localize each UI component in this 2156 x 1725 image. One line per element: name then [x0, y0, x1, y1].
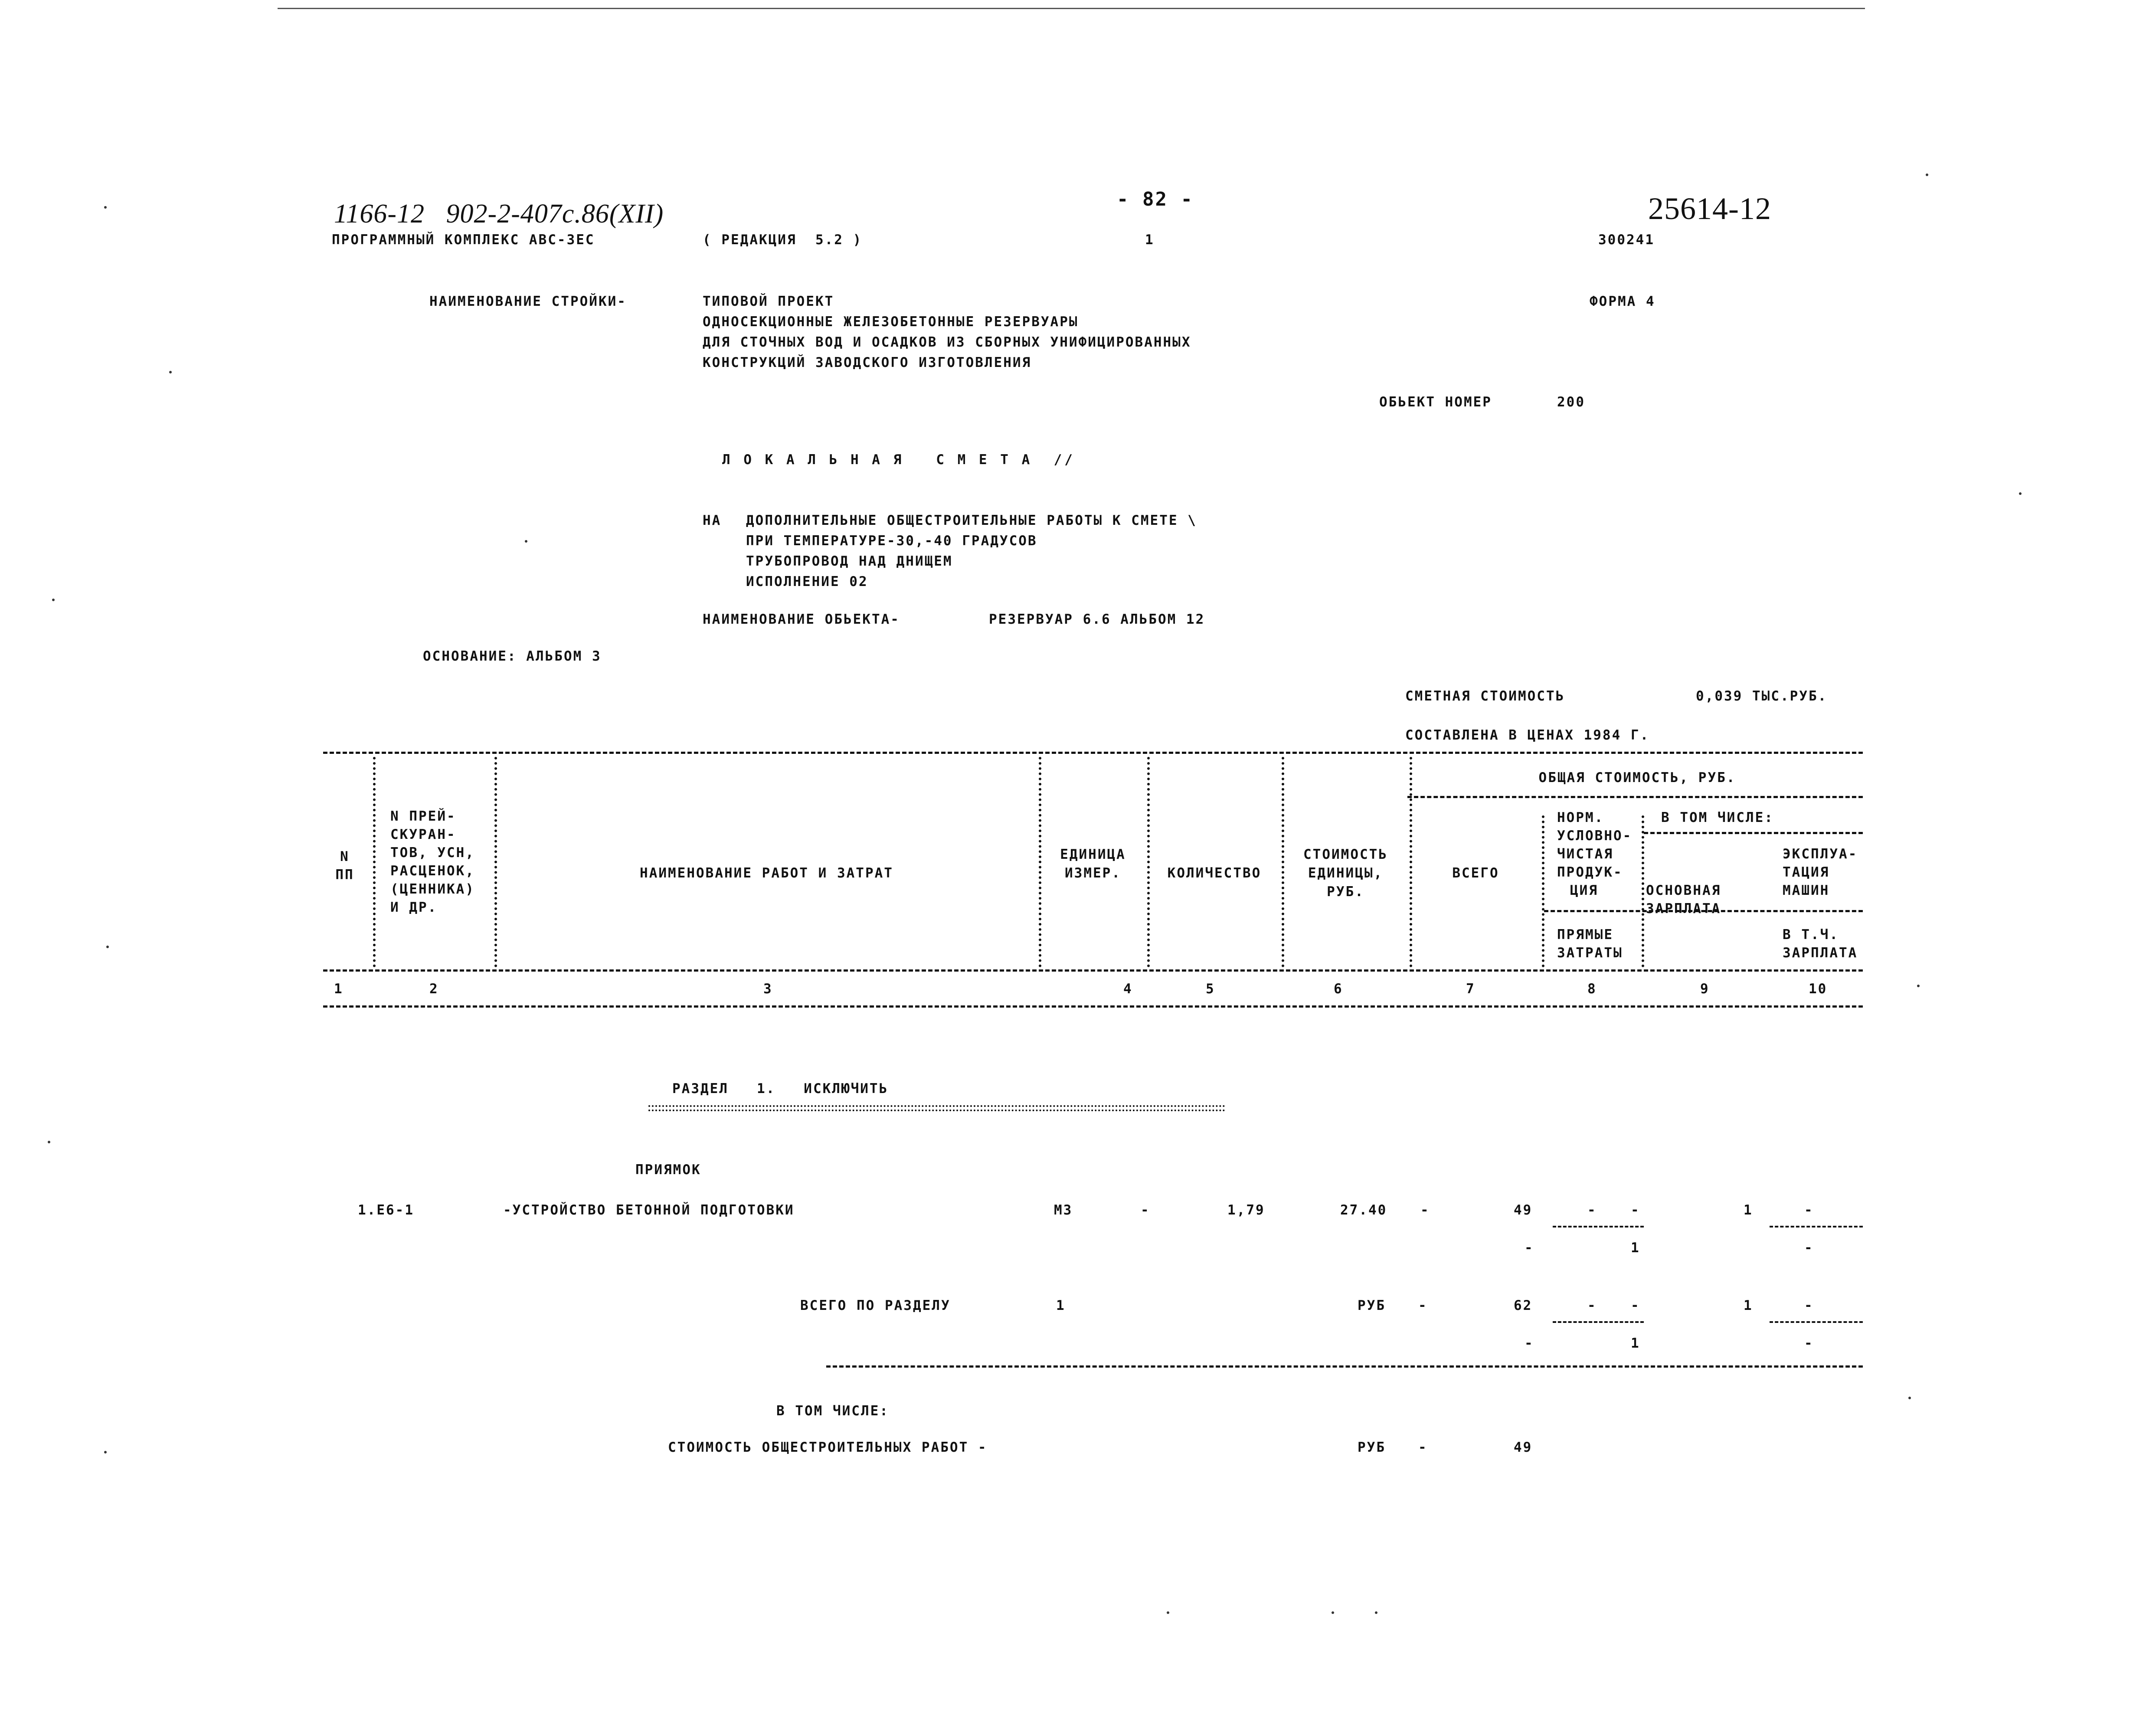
row-machines: 1 [1744, 1202, 1753, 1218]
row-unit-cost: 27.40 [1340, 1202, 1387, 1218]
col-total: ВСЕГО [1452, 865, 1499, 881]
object-name-label: НАИМЕНОВАНИЕ ОБЬЕКТА- [703, 612, 900, 627]
total-sub-rule-1 [1553, 1321, 1644, 1323]
row-sub-rule-2 [1770, 1226, 1863, 1227]
col-quantity: КОЛИЧЕСТВО [1167, 865, 1262, 881]
col-divider-5 [1282, 757, 1284, 967]
col-norm-5: ЦИЯ [1570, 883, 1598, 898]
form-label: ФОРМА 4 [1590, 294, 1655, 309]
construction-label: НАИМЕНОВАНИЕ СТРОЙКИ- [429, 294, 627, 309]
including-group: В ТОМ ЧИСЛЕ: [1661, 810, 1774, 825]
top-edge-line [278, 8, 1865, 9]
document-code: 300241 [1598, 232, 1655, 248]
basis: ОСНОВАНИЕ: АЛЬБОМ 3 [423, 648, 602, 664]
object-number-value: 200 [1557, 394, 1585, 410]
edition: ( РЕДАКЦИЯ 5.2 ) [703, 232, 863, 248]
col-unit-cost-2: ЕДИНИЦЫ, [1308, 865, 1384, 881]
row-direct-costs: - [1525, 1240, 1534, 1256]
col-machines-1: ЭКСПЛУА- [1783, 846, 1858, 862]
section-subtitle: ПРИЯМОК [635, 1162, 701, 1178]
section-total-direct: - [1525, 1335, 1534, 1351]
row-machines-2: - [1804, 1202, 1814, 1218]
col-divider-6 [1410, 757, 1412, 967]
row-code: 1.E6-1 [358, 1202, 414, 1218]
col-number-6: 6 [1334, 981, 1343, 997]
prices-year: СОСТАВЛЕНА В ЦЕНАХ 1984 Г. [1405, 727, 1650, 743]
col-codes-4: РАСЦЕНОК, [390, 863, 475, 879]
row-unit: М3 [1054, 1202, 1073, 1218]
object-name-value: РЕЗЕРВУАР 6.6 АЛЬБОМ 12 [989, 612, 1205, 627]
section-total-wage: 1 [1631, 1335, 1640, 1351]
col-divider-3 [1039, 757, 1041, 967]
scan-speck [52, 599, 55, 601]
scan-speck [1167, 1611, 1169, 1614]
handwritten-reference-right: 25614-12 [1648, 191, 1771, 226]
section-total-number: 1 [1056, 1298, 1066, 1313]
col-norm-1: НОРМ. [1557, 810, 1604, 825]
row-norm-2: - [1631, 1202, 1640, 1218]
col-number-10: 10 [1809, 981, 1828, 997]
section-total-value: 62 [1514, 1298, 1533, 1313]
section-title-underline [648, 1105, 1225, 1111]
row-unit-cost-dash: - [1420, 1202, 1430, 1218]
col-number-7: 7 [1466, 981, 1476, 997]
col-divider-7 [1542, 815, 1544, 967]
object-number-label: ОБЬЕКТ НОМЕР [1379, 394, 1492, 410]
total-sub-rule-2 [1770, 1321, 1863, 1323]
scan-speck [106, 946, 109, 948]
page-number: - 82 - [1117, 188, 1194, 210]
program-complex: ПРОГРАММНЫЙ КОМПЛЕКС АВС-ЗЕС [332, 232, 595, 248]
col-work-name: НАИМЕНОВАНИЕ РАБОТ И ЗАТРАТ [640, 865, 893, 881]
scan-speck [169, 371, 172, 373]
general-works-value: 49 [1514, 1440, 1533, 1455]
scan-speck [48, 1141, 50, 1143]
section-total-machine-wage: - [1804, 1335, 1814, 1351]
col-norm-3: ЧИСТАЯ [1557, 846, 1613, 862]
col-number-3: 3 [763, 981, 773, 997]
col-machine-wage-2: ЗАРПЛАТА [1783, 945, 1858, 961]
section-total-unit: РУБ [1358, 1298, 1386, 1313]
scan-speck [1332, 1611, 1334, 1614]
col-norm-2: УСЛОВНО- [1557, 828, 1633, 844]
col-number-4: 4 [1123, 981, 1133, 997]
col-divider-4 [1147, 757, 1150, 967]
estimated-cost-value: 0,039 ТЫС.РУБ. [1696, 688, 1828, 704]
row-machine-wage: - [1804, 1240, 1814, 1256]
section-total-label: ВСЕГО ПО РАЗДЕЛУ [800, 1298, 951, 1313]
col-direct-costs-1: ПРЯМЫЕ [1557, 927, 1613, 943]
scan-speck [104, 206, 107, 209]
col-number-8: 8 [1587, 981, 1597, 997]
col-unit-2: ИЗМЕР. [1065, 865, 1121, 881]
section-total-dash: - [1418, 1298, 1428, 1313]
estimated-cost-label: СМЕТНАЯ СТОИМОСТЬ [1405, 688, 1565, 704]
general-works-label: СТОИМОСТЬ ОБЩЕСТРОИТЕЛЬНЫХ РАБОТ - [668, 1440, 988, 1455]
total-group-rule [1407, 796, 1863, 798]
col-norm-4: ПРОДУК- [1557, 864, 1623, 880]
col-direct-costs-2: ЗАТРАТЫ [1557, 945, 1623, 961]
table-header-bottom-rule [323, 969, 1863, 972]
incl-group-rule [1644, 832, 1863, 834]
construction-line-4: КОНСТРУКЦИЙ ЗАВОДСКОГО ИЗГОТОВЛЕНИЯ [703, 355, 1032, 370]
scan-speck [1926, 173, 1928, 176]
col-number-1: 1 [334, 981, 344, 997]
construction-line-3: ДЛЯ СТОЧНЫХ ВОД И ОСАДКОВ ИЗ СБОРНЫХ УНИФИЦИРОВАННЫХ [703, 334, 1191, 350]
row-total: 49 [1514, 1202, 1533, 1218]
total-cost-group: ОБЩАЯ СТОИМОСТЬ, РУБ. [1538, 770, 1736, 786]
general-works-dash: - [1418, 1440, 1428, 1455]
col-no-2: ПП [335, 867, 354, 883]
col-unit-cost-1: СТОИМОСТЬ [1303, 847, 1388, 862]
row-unit-dash: - [1141, 1202, 1150, 1218]
row-quantity: 1,79 [1227, 1202, 1265, 1218]
col-codes-6: И ДР. [390, 900, 438, 915]
handwritten-reference-left: 1166-12 902-2-407c.86(XII) [334, 199, 664, 229]
col-machines-3: МАШИН [1783, 883, 1830, 898]
scan-speck [1917, 985, 1920, 987]
col-base-wage-1: ОСНОВНАЯ [1646, 883, 1721, 898]
col-unit-1: ЕДИНИЦА [1060, 847, 1126, 862]
subject-line-4: ИСПОЛНЕНИЕ 02 [746, 574, 868, 589]
scan-speck [2019, 492, 2022, 495]
section-end-rule [826, 1365, 1863, 1368]
subject-line-1: ДОПОЛНИТЕЛЬНЫЕ ОБЩЕСТРОИТЕЛЬНЫЕ РАБОТЫ К СМЕТЕ \ [746, 513, 1197, 528]
col-machine-wage-1: В Т.Ч. [1783, 927, 1839, 943]
row-wage: 1 [1631, 1240, 1640, 1256]
row-work-name: -УСТРОЙСТВО БЕТОННОЙ ПОДГОТОВКИ [503, 1202, 795, 1218]
col-divider-2 [494, 757, 497, 967]
col-machines-2: ТАЦИЯ [1783, 864, 1830, 880]
section-total-machines-2: - [1804, 1298, 1814, 1313]
col-number-9: 9 [1700, 981, 1710, 997]
estimate-title: Л О К А Л Ь Н А Я С М Е Т А // [722, 452, 1075, 468]
col-divider-8 [1642, 815, 1644, 967]
table-top-rule [323, 752, 1863, 754]
section-title: РАЗДЕЛ 1. ИСКЛЮЧИТЬ [672, 1081, 889, 1097]
col-no-1: N [340, 849, 350, 864]
scan-speck [104, 1451, 107, 1453]
including-label: В ТОМ ЧИСЛЕ: [776, 1403, 889, 1419]
scan-speck [1375, 1611, 1377, 1614]
col-number-5: 5 [1206, 981, 1215, 997]
subject-prefix: НА [703, 513, 722, 528]
scan-speck [1908, 1397, 1911, 1399]
construction-line-1: ТИПОВОЙ ПРОЕКТ [703, 294, 834, 309]
table-numbers-bottom-rule [323, 1005, 1863, 1008]
general-works-unit: РУБ [1358, 1440, 1386, 1455]
scan-speck [525, 540, 527, 543]
row-sub-rule-1 [1553, 1226, 1644, 1227]
section-total-machines: 1 [1744, 1298, 1753, 1313]
col-divider-1 [373, 757, 376, 967]
sheet-number: 1 [1145, 232, 1155, 248]
col-base-wage-2: ЗАРПЛАТА [1646, 901, 1721, 917]
col-unit-cost-3: РУБ. [1327, 884, 1364, 900]
row-norm: - [1587, 1202, 1597, 1218]
col-codes-1: N ПРЕЙ- [390, 808, 456, 824]
subject-line-3: ТРУБОПРОВОД НАД ДНИЩЕМ [746, 553, 953, 569]
col-codes-3: ТОВ, УСН, [390, 845, 475, 861]
section-total-norm: - [1587, 1298, 1597, 1313]
section-total-norm-2: - [1631, 1298, 1640, 1313]
col-codes-5: (ЦЕННИКА) [390, 881, 475, 897]
construction-line-2: ОДНОСЕКЦИОННЫЕ ЖЕЛЕЗОБЕТОННЫЕ РЕЗЕРВУАРЫ [703, 314, 1079, 330]
col-codes-2: СКУРАН- [390, 827, 456, 842]
subject-line-2: ПРИ ТЕМПЕРАТУРЕ-30,-40 ГРАДУСОВ [746, 533, 1037, 549]
col-number-2: 2 [429, 981, 439, 997]
